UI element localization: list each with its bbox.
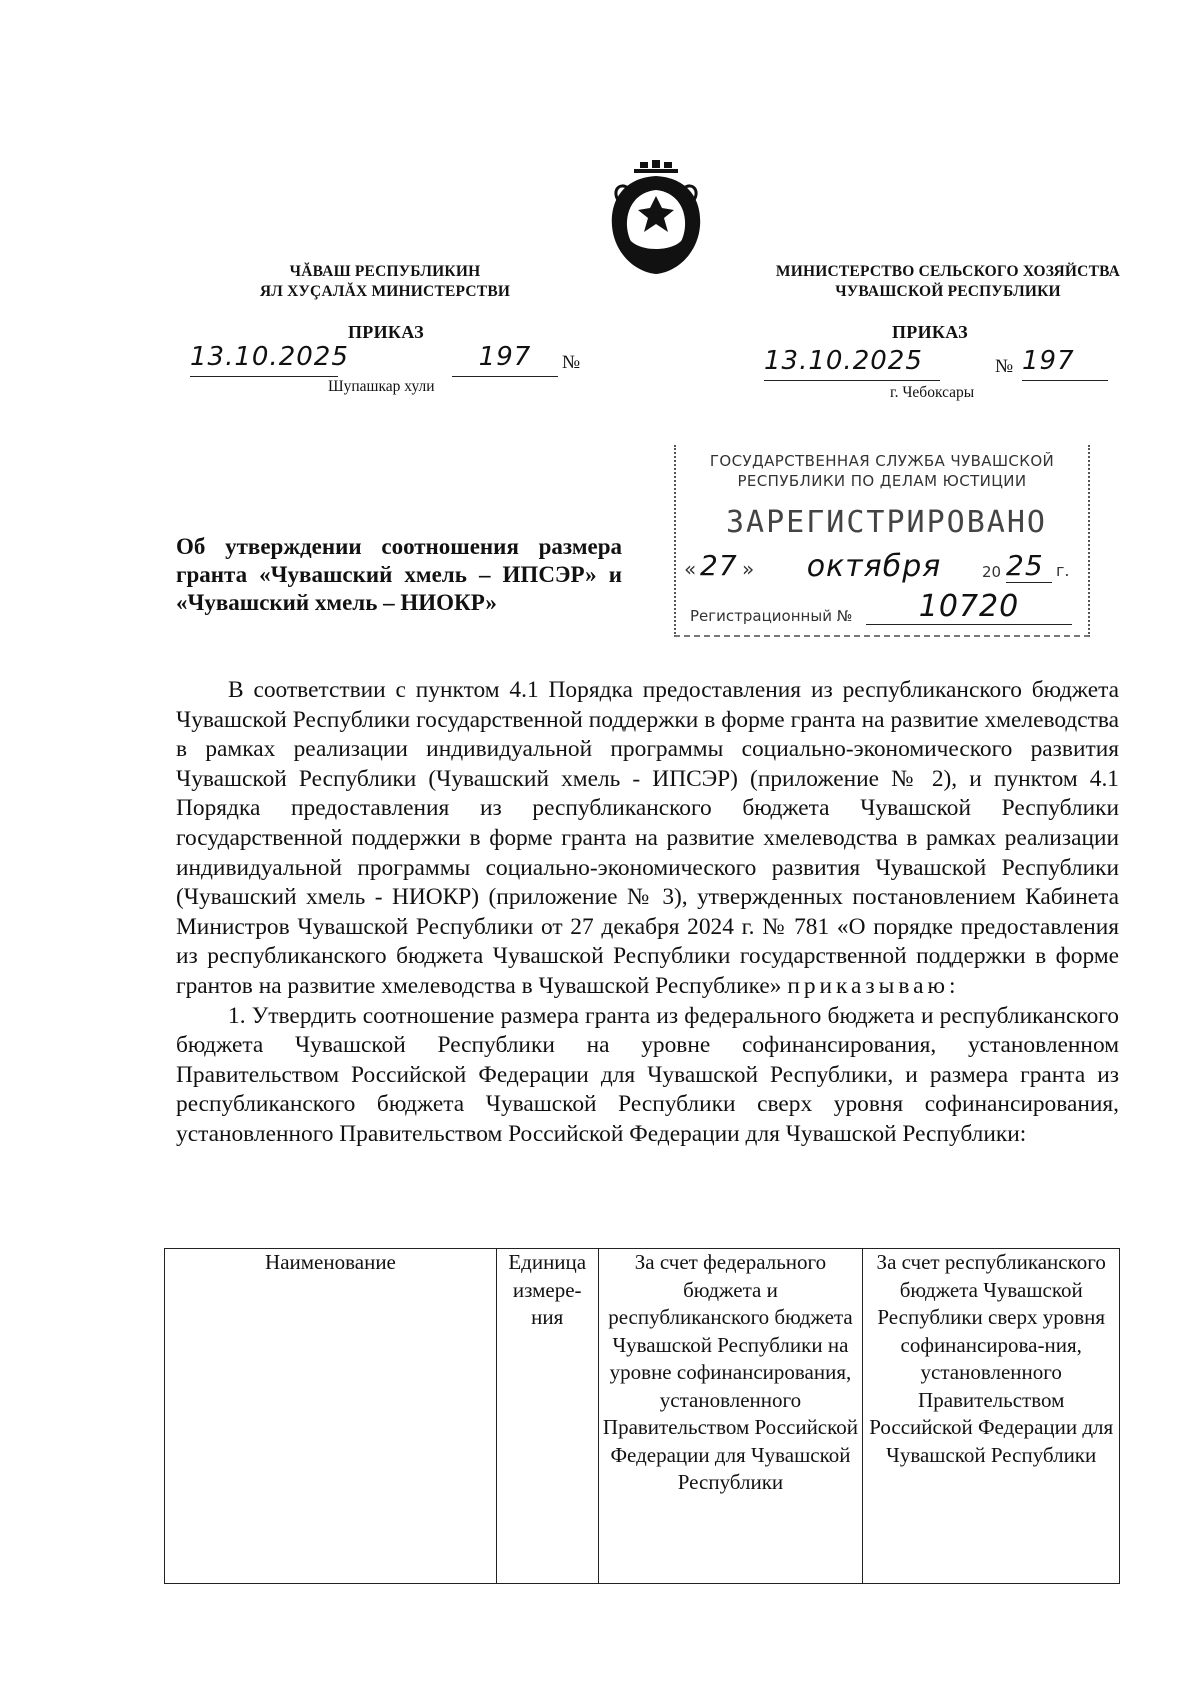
order-number-right: 197	[1022, 346, 1108, 381]
stamp-agency-line1: ГОСУДАРСТВЕННАЯ СЛУЖБА ЧУВАШСКОЙ	[709, 452, 1055, 470]
ministry-name-chuvash-line2: ЯЛ ХУÇАЛĂХ МИНИСТЕРСТВИ	[259, 283, 511, 300]
col-header-federal: За счет федерального бюджета и республиканского бюджета Чувашской Республики на уровне софинансирования, установленного Правительством Российской Федерации для Чувашской Республики	[598, 1249, 863, 1584]
order-word: приказываю:	[787, 972, 960, 999]
stamp-year-prefix: 20	[982, 563, 1002, 581]
coat-of-arms-emblem	[600, 160, 712, 276]
order-date-right: 13.10.2025	[764, 346, 940, 381]
number-sign-left: №	[562, 352, 581, 373]
order-city-left: Шупашкар хули	[328, 378, 435, 395]
col-header-unit-text: Единица измере-ния	[508, 1250, 587, 1329]
stamp-year-suffix: 25	[1006, 549, 1052, 583]
col-header-name: Наименование	[165, 1249, 497, 1584]
stamp-year-g: г.	[1056, 561, 1070, 580]
ministry-name-russian-line1: МИНИСТЕРСТВО СЕЛЬСКОГО ХОЗЯЙСТВА	[775, 263, 1121, 280]
ministry-name-chuvash-line1: ЧĂВАШ РЕСПУБЛИКИН	[289, 263, 481, 280]
stamp-registered-label: ЗАРЕГИСТРИРОВАНО	[726, 505, 1047, 540]
stamp-registration-line	[690, 589, 1086, 629]
order-title-left: ПРИКАЗ	[348, 322, 424, 342]
order-title-right: ПРИКАЗ	[892, 322, 968, 342]
stamp-agency	[686, 451, 1078, 491]
table-header-row	[165, 1249, 1120, 1584]
order-date-left: 13.10.2025	[190, 342, 338, 377]
order-city-right: г. Чебоксары	[890, 384, 975, 401]
document-body	[176, 676, 1119, 1150]
ministry-name-russian	[748, 262, 1148, 302]
order-number-left: 197	[452, 342, 558, 377]
stamp-reg-number: 10720	[866, 589, 1072, 625]
paragraph-preamble	[176, 676, 1119, 1002]
ministry-name-russian-line2: ЧУВАШСКОЙ РЕСПУБЛИКИ	[835, 283, 1061, 300]
ministry-name-chuvash	[240, 262, 530, 302]
number-sign-right: №	[995, 356, 1014, 377]
stamp-day: 27	[700, 549, 738, 582]
paragraph-item-1: 1. Утвердить соотношение размера гранта из федерального бюджета и республиканского бюджета Чувашской Республики на уровне софинансирования, установленном Правительством Российской Федерации для Чувашской Республики, и размера гранта из республиканского бюджета Чувашской Республики сверх уровня софинансирования, установленного Правительством Российской Федерации для Чувашской Республики:	[176, 1002, 1119, 1147]
grant-ratio-table	[164, 1248, 1120, 1584]
preamble-text: В соответствии с пунктом 4.1 Порядка предоставления из республиканского бюджета Чувашской Республики государственной поддержки в форме гранта на развитие хмелеводства в рамках реализации индивидуальной программы социально-экономического развития Чувашской Республики (Чувашский хмель - ИПСЭР) (приложение № 2), и пунктом 4.1 Порядка предоставления из республиканского бюджета Чувашской Республики государственной поддержки в форме гранта на развитие хмелеводства в рамках реализации индивидуальной программы социально-экономического развития Чувашской Республики (Чувашский хмель - НИОКР) (приложение № 3), утвержденных постановлением Кабинета Министров Чувашской Республики от 27 декабря 2024 г. № 781 «О порядке предоставления из республиканского бюджета Чувашской Республики государственной поддержки в форме грантов на развитие хмелеводства в Чувашской Республике»	[176, 677, 1119, 999]
stamp-reg-label: Регистрационный №	[690, 607, 853, 625]
registration-stamp	[674, 445, 1090, 637]
document-title: Об утверждении соотношения размера гранта «Чувашский хмель – ИПСЭР» и «Чувашский хмель – НИОКР»	[176, 534, 622, 615]
stamp-month: октября	[806, 549, 942, 584]
col-header-regional: За счет республиканского бюджета Чувашской Республики сверх уровня софинансирова-ния, установленного Правительством Российской Федерации для Чувашской Республики	[863, 1249, 1120, 1584]
stamp-agency-line2: РЕСПУБЛИКИ ПО ДЕЛАМ ЮСТИЦИИ	[737, 472, 1027, 490]
stamp-date-line: « 27 » октября 20 25 г.	[684, 549, 1070, 584]
col-header-unit	[496, 1249, 598, 1584]
